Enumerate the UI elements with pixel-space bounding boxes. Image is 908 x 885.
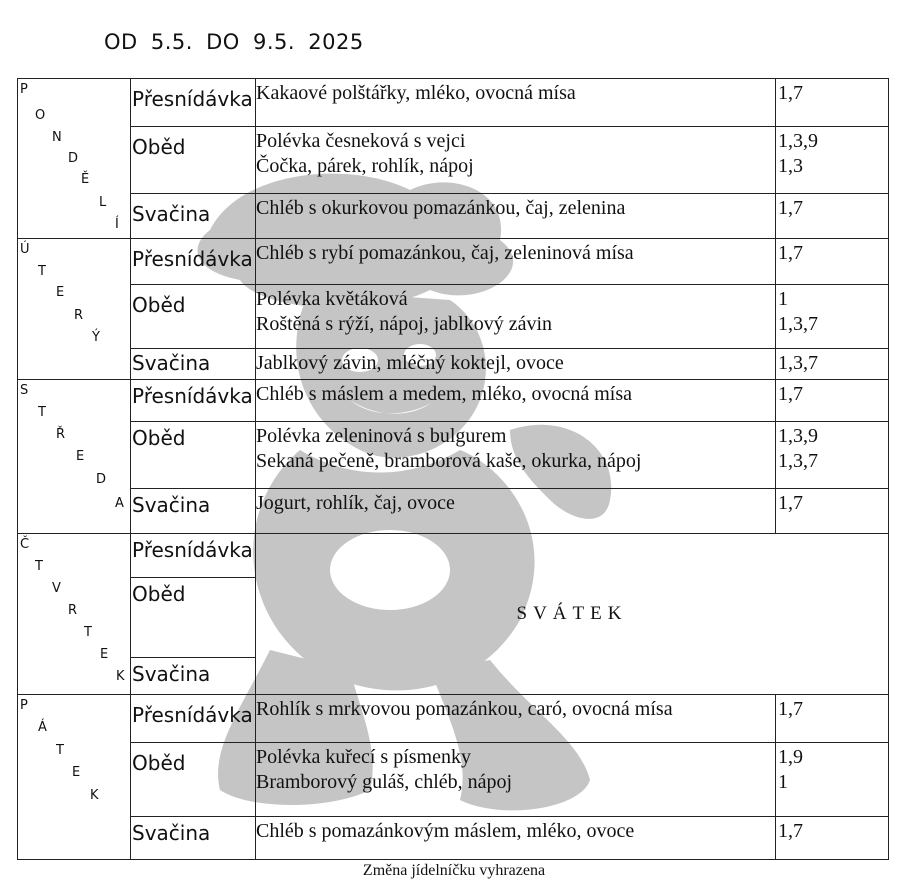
food-cell — [256, 127, 776, 194]
day-letter: T — [56, 743, 64, 758]
allergen-value: 1,9 — [778, 746, 803, 768]
day-letter: Í — [115, 217, 119, 232]
food-item: Polévka česneková s vejci — [256, 130, 466, 152]
food-item: Rohlík s mrkvovou pomazánkou, caró, ovocná mísa — [256, 698, 673, 720]
day-letter: P — [20, 82, 28, 97]
day-letter: Ý — [92, 330, 100, 345]
table-row — [18, 239, 889, 285]
allergen-cell — [776, 380, 889, 422]
day-letter: P — [20, 698, 28, 713]
day-letter: R — [68, 603, 78, 618]
day-letter: E — [56, 285, 65, 300]
day-letter: K — [116, 669, 125, 684]
food-cell — [256, 743, 776, 817]
allergen-cell — [776, 349, 889, 380]
food-cell — [256, 349, 776, 380]
day-letter: Ř — [56, 427, 66, 442]
allergen-cell — [776, 194, 889, 239]
allergen-value: 1,3,7 — [778, 352, 818, 374]
meal-label-snack: Svačina — [131, 658, 256, 695]
meal-label-lunch: Oběd — [131, 743, 256, 817]
table-row — [18, 534, 889, 578]
footer-note: Změna jídelníčku vyhrazena — [362, 862, 546, 879]
meal-label-snack: Svačina — [131, 194, 256, 239]
meal-label-snack: Svačina — [131, 349, 256, 380]
food-item: Chléb s rybí pomazánkou, čaj, zeleninová mísa — [256, 242, 634, 264]
allergen-value: 1,7 — [778, 383, 803, 405]
day-cell-wednesday — [18, 380, 131, 534]
day-letter: Ě — [81, 172, 90, 187]
day-letter: O — [35, 108, 46, 123]
table-row — [18, 489, 889, 534]
food-item: Chléb s pomazánkovým máslem, mléko, ovoce — [256, 820, 635, 842]
food-cell — [256, 194, 776, 239]
food-item: Chléb s okurkovou pomazánkou, čaj, zelenina — [256, 197, 626, 219]
day-cell-friday — [18, 695, 131, 860]
day-letter: Á — [38, 720, 47, 735]
food-cell — [256, 817, 776, 860]
allergen-cell — [776, 422, 889, 489]
allergen-value: 1,3,9 — [778, 425, 818, 447]
allergen-value: 1,3,9 — [778, 130, 818, 152]
allergen-value: 1 — [778, 771, 788, 793]
allergen-value: 1,7 — [778, 242, 803, 264]
food-item: Kakaové polštářky, mléko, ovocná mísa — [256, 82, 576, 104]
table-row — [18, 817, 889, 860]
day-letter: V — [52, 581, 61, 596]
food-item: Chléb s máslem a medem, mléko, ovocná mísa — [256, 383, 633, 405]
day-letter: T — [35, 559, 43, 574]
day-letter: E — [76, 449, 85, 464]
food-cell — [256, 79, 776, 127]
menu-table — [17, 78, 889, 860]
food-cell — [256, 489, 776, 534]
meal-label-lunch: Oběd — [131, 422, 256, 489]
allergen-cell — [776, 695, 889, 743]
day-letter: R — [74, 308, 84, 323]
meal-label-snack: Svačina — [131, 817, 256, 860]
allergen-cell — [776, 239, 889, 285]
day-cell-tuesday — [18, 239, 131, 380]
allergen-cell — [776, 79, 889, 127]
day-letter: Č — [20, 537, 30, 552]
table-row — [18, 380, 889, 422]
meal-label-breakfast: Přesnídávka — [131, 695, 256, 743]
day-letter: N — [52, 130, 62, 145]
day-letter: T — [84, 625, 92, 640]
food-item: Jogurt, rohlík, čaj, ovoce — [256, 492, 455, 514]
allergen-cell — [776, 817, 889, 860]
allergen-value: 1,3 — [778, 155, 803, 177]
day-letter: S — [20, 383, 29, 398]
meal-label-breakfast: Přesnídávka — [131, 239, 256, 285]
allergen-value: 1,7 — [778, 82, 803, 104]
day-letter: E — [100, 647, 109, 662]
food-cell — [256, 695, 776, 743]
allergen-cell — [776, 127, 889, 194]
food-cell — [256, 380, 776, 422]
allergen-value: 1 — [778, 288, 788, 310]
holiday-label: SVÁTEK — [516, 603, 628, 624]
day-letter: D — [96, 472, 107, 487]
table-row — [18, 285, 889, 349]
food-cell — [256, 422, 776, 489]
day-letter: K — [90, 788, 99, 803]
food-item: Polévka kuřecí s písmenky — [256, 746, 471, 768]
meal-label-snack: Svačina — [131, 489, 256, 534]
food-item: Polévka zeleninová s bulgurem — [256, 425, 507, 447]
food-cell — [256, 239, 776, 285]
table-row — [18, 79, 889, 127]
table-row — [18, 127, 889, 194]
meal-label-breakfast: Přesnídávka — [131, 79, 256, 127]
day-letter: D — [68, 151, 79, 166]
table-row — [18, 349, 889, 380]
meal-label-lunch: Oběd — [131, 285, 256, 349]
allergen-value: 1,7 — [778, 820, 803, 842]
day-cell-monday — [18, 79, 131, 239]
day-letter: L — [99, 195, 107, 210]
food-item: Bramborový guláš, chléb, nápoj — [256, 771, 513, 793]
allergen-value: 1,7 — [778, 698, 803, 720]
page-title: OD 5.5. DO 9.5. 2025 — [104, 30, 364, 54]
meal-label-breakfast: Přesnídávka — [131, 534, 256, 578]
allergen-cell — [776, 743, 889, 817]
allergen-value: 1,3,7 — [778, 450, 818, 472]
food-item: Polévka květáková — [256, 288, 408, 310]
day-letter: A — [115, 496, 124, 511]
day-letter: Ú — [20, 242, 30, 257]
food-item: Jablkový závin, mléčný koktejl, ovoce — [256, 352, 564, 374]
table-row — [18, 194, 889, 239]
holiday-cell — [256, 534, 889, 695]
table-row — [18, 695, 889, 743]
food-cell — [256, 285, 776, 349]
allergen-cell — [776, 489, 889, 534]
day-cell-thursday — [18, 534, 131, 695]
table-row — [18, 422, 889, 489]
day-letter: T — [38, 264, 46, 279]
allergen-value: 1,7 — [778, 492, 803, 514]
meal-label-lunch: Oběd — [131, 578, 256, 658]
meal-label-lunch: Oběd — [131, 127, 256, 194]
day-letter: T — [38, 405, 46, 420]
table-row — [18, 743, 889, 817]
food-item: Čočka, párek, rohlík, nápoj — [256, 155, 474, 177]
meal-label-breakfast: Přesnídávka — [131, 380, 256, 422]
allergen-cell — [776, 285, 889, 349]
food-item: Sekaná pečeně, bramborová kaše, okurka, nápoj — [256, 450, 642, 472]
day-letter: E — [72, 765, 81, 780]
allergen-value: 1,3,7 — [778, 313, 818, 335]
allergen-value: 1,7 — [778, 197, 803, 219]
food-item: Roštěná s rýží, nápoj, jablkový závin — [256, 313, 553, 335]
